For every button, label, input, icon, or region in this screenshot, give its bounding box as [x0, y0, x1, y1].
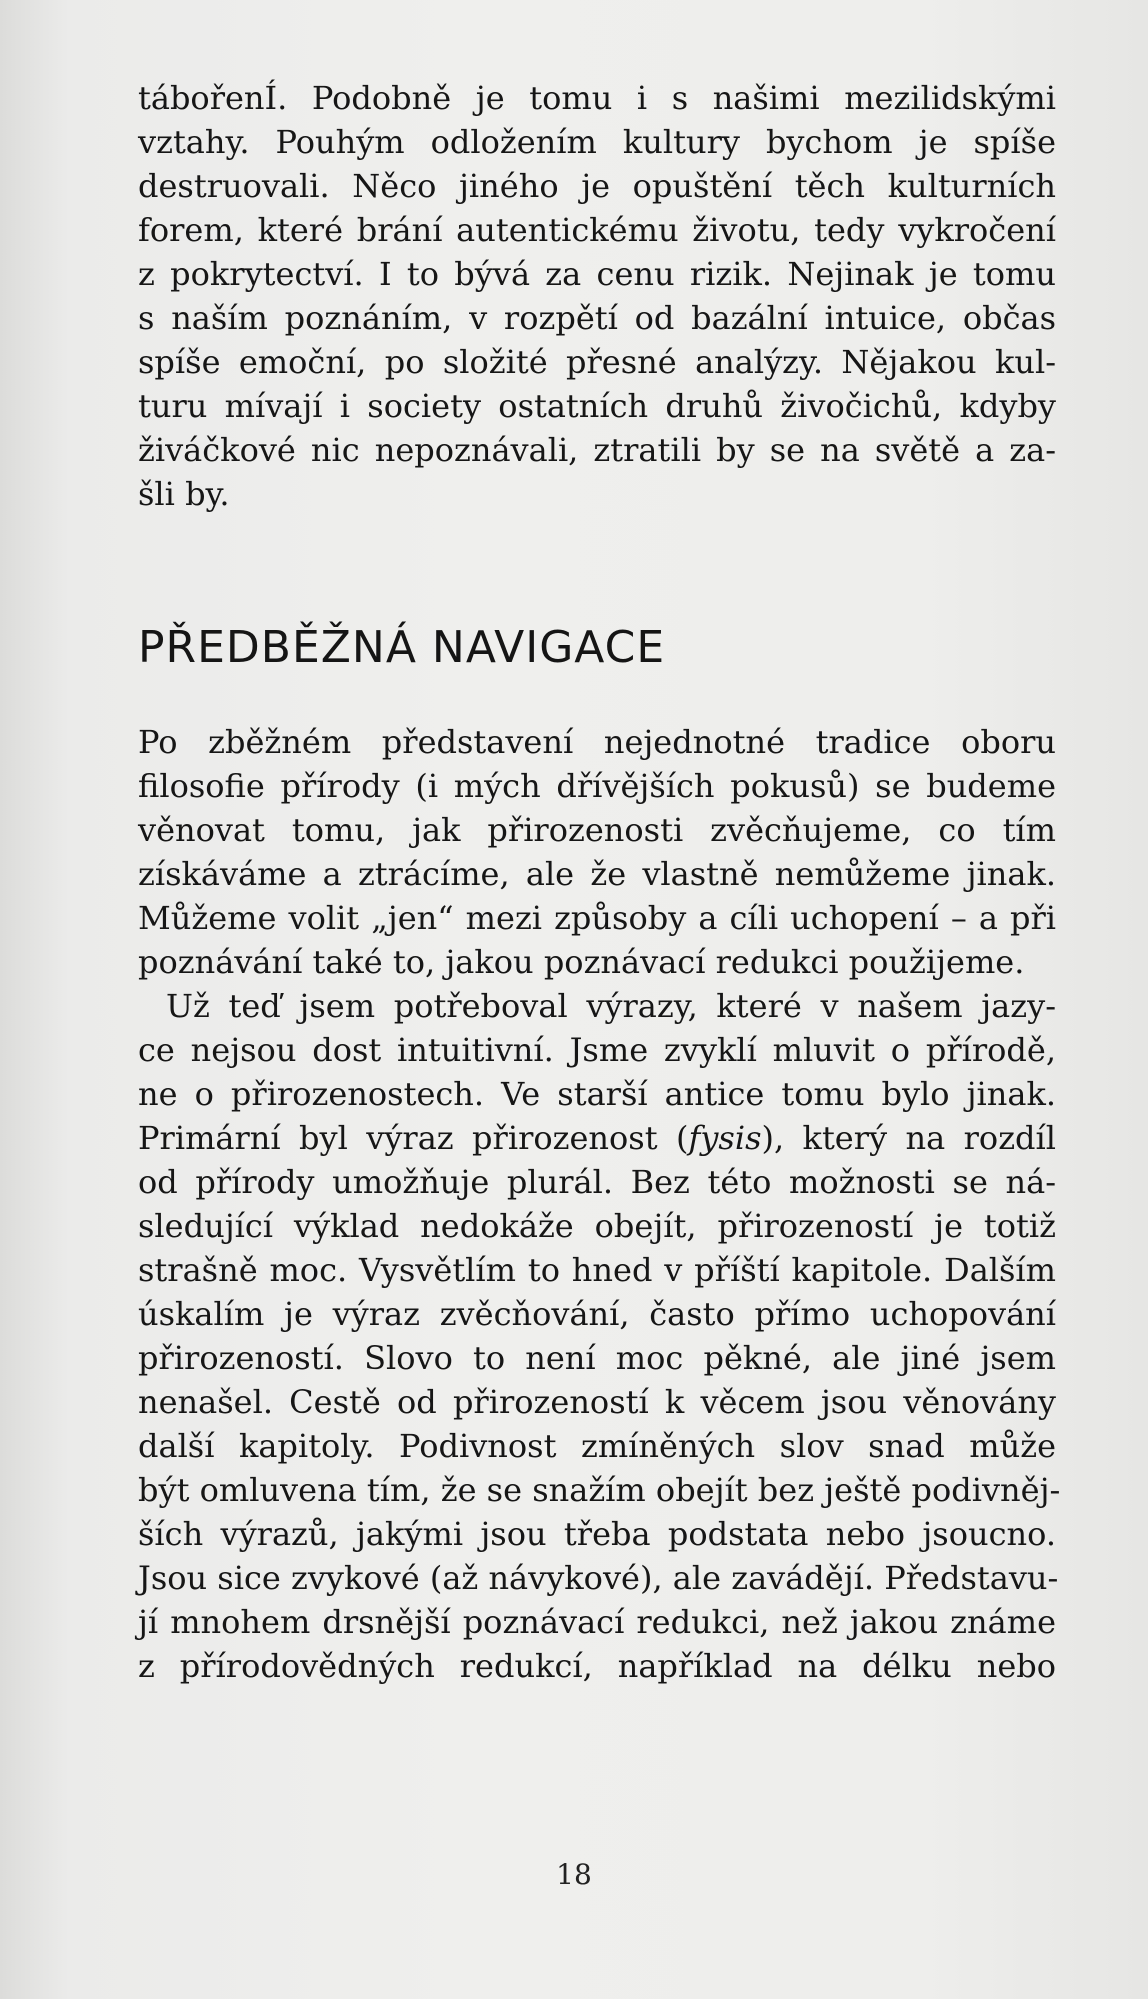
text-line: destruovali. Něco jiného je opuštění těch kulturních [138, 167, 1056, 205]
text-line: získáváme a ztrácíme, ale že vlastně nemůžeme jinak. [138, 855, 1056, 893]
text-line: vztahy. Pouhým odložením kultury bychom je spíše [138, 123, 1056, 161]
text-segment: Primární byl výraz přirozenost ( [138, 1119, 689, 1157]
paragraph-continued [138, 76, 1056, 516]
text-line: být omluvena tím, že se snažím obejít bez ještě podivněj- [138, 1471, 1061, 1509]
body-text [138, 720, 1061, 1688]
text-line: od přírody umožňuje plurál. Bez této možnosti se ná- [138, 1163, 1056, 1201]
text-line: jí mnohem drsnější poznávací redukci, než jakou známe [138, 1603, 1056, 1641]
text-line: strašně moc. Vysvětlím to hned v příští kapitole. Dalším [138, 1251, 1056, 1289]
text-line: Jsou sice zvykové (až návykové), ale zavádějí. Představu- [138, 1559, 1059, 1597]
text-line: poznávání také to, jakou poznávací redukci použijeme. [138, 943, 1025, 981]
text-line: ších výrazů, jakými jsou třeba podstata nebo jsoucno. [138, 1515, 1056, 1553]
text-line: přirozeností. Slovo to není moc pěkné, ale jiné jsem [138, 1339, 1056, 1377]
text-line: sledující výklad nedokáže obejít, přirozeností je totiž [138, 1207, 1056, 1245]
text-line: z přírodovědných redukcí, například na délku nebo [138, 1647, 1056, 1685]
text-line-indented [138, 984, 1056, 1028]
page-number: 18 [556, 1858, 592, 1891]
text-line: forem, které brání autentickému životu, tedy vykročení [138, 211, 1056, 249]
text-line: šli by. [138, 475, 230, 513]
italic-term: fysis [688, 1119, 762, 1157]
text-line [138, 1116, 1056, 1160]
text-line: turu mívají i society ostatních druhů živočichů, kdyby [138, 387, 1056, 425]
text-segment: ), který na rozdíl [761, 1119, 1057, 1157]
text-line: úskalím je výraz zvěcňování, často přímo uchopování [138, 1295, 1056, 1333]
text-line: živáčkové nic nepoznávali, ztratili by se na světě a za- [138, 431, 1056, 469]
text-line: z pokrytectví. I to bývá za cenu rizik. Nejinak je tomu [138, 255, 1056, 293]
text-line: spíše emoční, po složité přesné analýzy. Nějakou kul- [138, 343, 1056, 381]
section-heading: PŘEDBĚŽNÁ NAVIGACE [138, 622, 666, 673]
text-line: Můžeme volit „jen“ mezi způsoby a cíli uchopení – a při [138, 899, 1056, 937]
text-line: tábořenÍ. Podobně je tomu i s našimi mezilidskými [138, 79, 1056, 117]
text-line: další kapitoly. Podivnost zmíněných slov snad může [138, 1427, 1056, 1465]
text-line: ne o přirozenostech. Ve starší antice tomu bylo jinak. [138, 1075, 1056, 1113]
text-line: Po zběžném představení nejednotné tradice oboru [138, 723, 1056, 761]
text-line-content: Už teď jsem potřeboval výrazy, které v našem jazy- [166, 987, 1056, 1025]
text-line: ce nejsou dost intuitivní. Jsme zvyklí mluvit o přírodě, [138, 1031, 1056, 1069]
text-line: s naším poznáním, v rozpětí od bazální intuice, občas [138, 299, 1056, 337]
text-line: nenašel. Cestě od přirozeností k věcem jsou věnovány [138, 1383, 1056, 1421]
text-line: filosofie přírody (i mých dřívějších pokusů) se budeme [138, 767, 1056, 805]
text-line: věnovat tomu, jak přirozenosti zvěcňujeme, co tím [138, 811, 1056, 849]
